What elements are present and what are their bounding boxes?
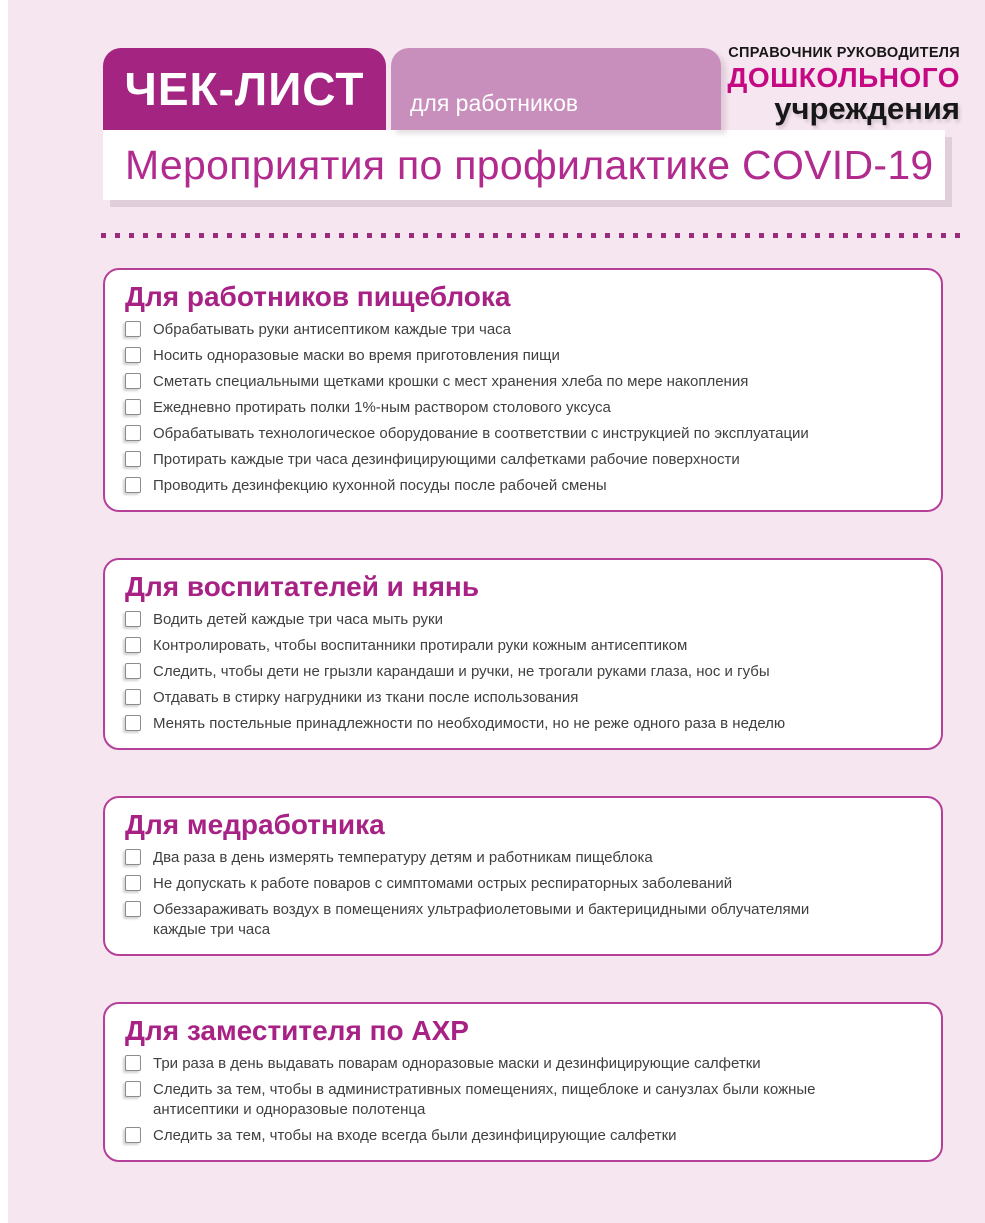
checkbox-unchecked[interactable] <box>125 451 141 467</box>
logo-line-1: СПРАВОЧНИК РУКОВОДИТЕЛЯ <box>728 45 960 61</box>
checklist-items <box>125 320 921 496</box>
checklist-item-label: Обрабатывать руки антисептиком каждые три часа <box>153 321 512 338</box>
checklist-items <box>125 848 921 940</box>
checklist-item <box>125 450 921 470</box>
checklist-item <box>125 636 921 656</box>
checklist-item-label: Ежедневно протирать полки 1%-ным раствором столового уксуса <box>153 399 611 416</box>
checklist-item-label: Следить за тем, чтобы в административных помещениях, пищеблоке и санузлах были кожные антисептики и одноразовые полотенца <box>153 1081 816 1118</box>
checklist-item-label: Носить одноразовые маски во время приготовления пищи <box>153 347 560 364</box>
checklist-item <box>125 320 921 340</box>
document-title-bar <box>103 130 945 200</box>
checklist-item <box>125 610 921 630</box>
checkbox-unchecked[interactable] <box>125 373 141 389</box>
checklist-item <box>125 372 921 392</box>
checkbox-unchecked[interactable] <box>125 321 141 337</box>
checkbox-unchecked[interactable] <box>125 1081 141 1097</box>
logo-line-2: ДОШКОЛЬНОГО <box>727 61 960 93</box>
checklist-section <box>103 268 943 512</box>
checkbox-unchecked[interactable] <box>125 663 141 679</box>
checklist-item <box>125 848 921 868</box>
checklist-item <box>125 398 921 418</box>
checklist-item-label: Контролировать, чтобы воспитанники протирали руки кожным антисептиком <box>153 637 688 654</box>
sections-container <box>103 268 943 1162</box>
checklist-item-label: Обрабатывать технологическое оборудование в соответствии с инструкцией по эксплуатации <box>153 425 809 442</box>
checklist-section <box>103 1002 943 1162</box>
checklist-item-label: Следить за тем, чтобы на входе всегда были дезинфицирующие салфетки <box>153 1127 677 1144</box>
audience-tab: для работников <box>391 48 721 130</box>
checklist-item <box>125 476 921 496</box>
checklist-item-label: Следить, чтобы дети не грызли карандаши и ручки, не трогали руками глаза, нос и губы <box>153 663 770 680</box>
checklist-item <box>125 874 921 894</box>
checklist-badge: ЧЕК-ЛИСТ <box>103 48 386 130</box>
checkbox-unchecked[interactable] <box>125 637 141 653</box>
checklist-item <box>125 688 921 708</box>
checklist-section <box>103 558 943 750</box>
checklist-item-label: Протирать каждые три часа дезинфицирующими салфетками рабочие поверхности <box>153 451 740 468</box>
checklist-items <box>125 610 921 734</box>
checkbox-unchecked[interactable] <box>125 901 141 917</box>
checklist-item-label: Проводить дезинфекцию кухонной посуды после рабочей смены <box>153 477 607 494</box>
checkbox-unchecked[interactable] <box>125 849 141 865</box>
checkbox-unchecked[interactable] <box>125 399 141 415</box>
checklist-item <box>125 1054 921 1074</box>
checkbox-unchecked[interactable] <box>125 689 141 705</box>
checklist-item-label: Сметать специальными щетками крошки с мест хранения хлеба по мере накопления <box>153 373 749 390</box>
section-heading: Для работников пищеблока <box>125 281 511 312</box>
checklist-item <box>125 346 921 366</box>
page-left-margin <box>0 0 8 1223</box>
checklist-item <box>125 714 921 734</box>
page-title: Мероприятия по профилактике COVID-19 <box>125 141 934 188</box>
checkbox-unchecked[interactable] <box>125 715 141 731</box>
checkbox-unchecked[interactable] <box>125 347 141 363</box>
checkbox-unchecked[interactable] <box>125 1127 141 1143</box>
checklist-item <box>125 424 921 444</box>
checkbox-unchecked[interactable] <box>125 477 141 493</box>
dotted-divider <box>101 233 965 238</box>
section-heading: Для медработника <box>125 809 385 840</box>
header <box>103 48 943 130</box>
checkbox-unchecked[interactable] <box>125 611 141 627</box>
checklist-item <box>125 1126 921 1146</box>
checkbox-unchecked[interactable] <box>125 875 141 891</box>
checklist-item <box>125 1080 921 1120</box>
checklist-item <box>125 662 921 682</box>
section-heading: Для заместителя по АХР <box>125 1015 469 1046</box>
checklist-item-label: Обеззараживать воздух в помещениях ультрафиолетовыми и бактерицидными облучателями каждые три часа <box>153 901 810 938</box>
section-heading: Для воспитателей и нянь <box>125 571 480 602</box>
checklist-item-label: Два раза в день измерять температуру детям и работникам пищеблока <box>153 849 653 866</box>
checklist-item-label: Отдавать в стирку нагрудники из ткани после использования <box>153 689 579 706</box>
checklist-item-label: Водить детей каждые три часа мыть руки <box>153 611 443 628</box>
checkbox-unchecked[interactable] <box>125 425 141 441</box>
logo-line-3: учреждения <box>774 90 960 126</box>
checkbox-unchecked[interactable] <box>125 1055 141 1071</box>
checklist-item-label: Менять постельные принадлежности по необходимости, но не реже одного раза в неделю <box>153 715 786 732</box>
checklist-item-label: Не допускать к работе поваров с симптомами острых респираторных заболеваний <box>153 875 733 892</box>
checklist-section <box>103 796 943 956</box>
checklist-item-label: Три раза в день выдавать поварам одноразовые маски и дезинфицирующие салфетки <box>153 1055 761 1072</box>
checklist-item <box>125 900 921 940</box>
checklist-items <box>125 1054 921 1146</box>
